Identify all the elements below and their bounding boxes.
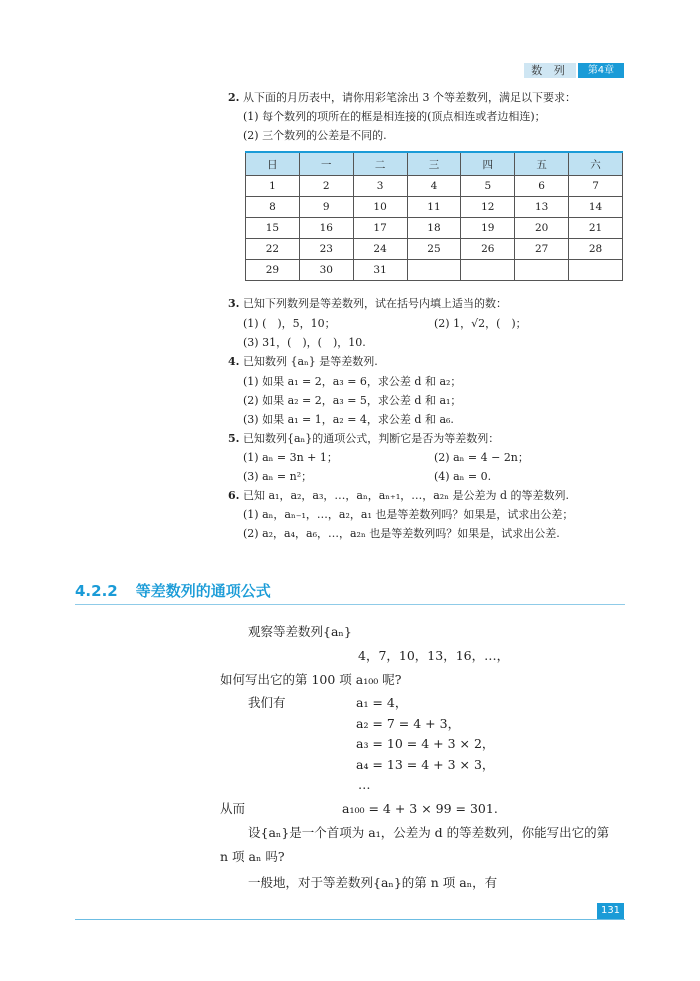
exercise-item: (1) aₙ = 3n + 1； — [243, 451, 338, 464]
exercise-number: 3. — [228, 297, 240, 310]
calendar-cell: 18 — [407, 218, 461, 239]
exercise-number: 4. — [228, 355, 240, 368]
equation: a₄ = 13 = 4 + 3 × 3， — [356, 757, 495, 772]
equation: a₁ = 4， — [356, 695, 408, 710]
exercise-text: 已知 a₁，a₂，a₃，…，aₙ，aₙ₊₁，…，a₂ₙ 是公差为 d 的等差数列. — [242, 489, 569, 502]
calendar-cell — [461, 260, 515, 281]
exercise-6 — [228, 489, 569, 503]
calendar-header: 四 — [461, 152, 515, 176]
exercise-item: (1) aₙ，aₙ₋₁，…，a₂，a₁ 也是等差数列吗？如果是，试求出公差； — [243, 508, 574, 521]
exercise-item: (2) a₂，a₄，a₆，…，a₂ₙ 也是等差数列吗？如果是，试求出公差. — [243, 527, 560, 540]
calendar-cell: 24 — [353, 239, 407, 260]
body-text: 如何写出它的第 100 项 a₁₀₀ 呢? — [220, 672, 402, 687]
calendar-cell: 7 — [569, 176, 623, 197]
exercise-item: (2) 三个数列的公差是不同的. — [243, 129, 387, 142]
exercise-item: (2) 1，√2，( )； — [434, 317, 527, 330]
exercise-item: (3) aₙ = n²； — [243, 470, 313, 483]
exercise-item: (4) aₙ = 0. — [434, 470, 492, 483]
equation: a₁₀₀ = 4 + 3 × 99 = 301. — [342, 801, 498, 816]
exercise-number: 6. — [228, 489, 240, 502]
calendar-cell: 22 — [246, 239, 300, 260]
chapter-title: 数 列 — [524, 63, 576, 78]
sequence: 4，7，10，13，16，…， — [358, 648, 510, 663]
calendar-cell: 10 — [353, 197, 407, 218]
calendar-cell: 13 — [515, 197, 569, 218]
calendar-row — [246, 197, 623, 218]
section-title: 等差数列的通项公式 — [135, 582, 271, 600]
calendar-cell: 28 — [569, 239, 623, 260]
exercise-item: (2) 如果 a₂ = 2，a₃ = 5，求公差 d 和 a₁； — [243, 394, 462, 407]
calendar-cell: 9 — [299, 197, 353, 218]
chapter-label: 第4章 — [578, 63, 624, 78]
exercise-2 — [228, 91, 576, 105]
section-number: 4.2.2 — [75, 582, 118, 600]
calendar-cell: 25 — [407, 239, 461, 260]
calendar-cell: 19 — [461, 218, 515, 239]
equation: a₂ = 7 = 4 + 3， — [356, 716, 461, 731]
calendar-cell: 1 — [246, 176, 300, 197]
calendar-cell — [407, 260, 461, 281]
calendar-table — [245, 151, 623, 281]
calendar-cell: 29 — [246, 260, 300, 281]
exercise-3 — [228, 297, 507, 311]
footer-divider — [75, 919, 625, 920]
body-text: 从而 — [220, 801, 246, 816]
calendar-cell: 21 — [569, 218, 623, 239]
calendar-cell: 4 — [407, 176, 461, 197]
exercise-4 — [228, 355, 378, 369]
calendar-row — [246, 239, 623, 260]
calendar-cell: 11 — [407, 197, 461, 218]
calendar-header: 三 — [407, 152, 461, 176]
calendar-header: 二 — [353, 152, 407, 176]
exercise-item: (2) aₙ = 4 − 2n； — [434, 451, 529, 464]
exercise-5 — [228, 432, 499, 446]
calendar-cell: 23 — [299, 239, 353, 260]
exercise-item: (3) 如果 a₁ = 1，a₂ = 4，求公差 d 和 a₆. — [243, 413, 454, 426]
calendar-cell: 3 — [353, 176, 407, 197]
exercise-item: (3) 31，( )，( )，10. — [243, 336, 366, 349]
exercise-text: 从下面的月历表中，请你用彩笔涂出 3 个等差数列，满足以下要求： — [242, 91, 576, 104]
calendar-cell — [515, 260, 569, 281]
exercise-item: (1) 每个数列的项所在的框是相连接的(顶点相连或者边相连)； — [243, 110, 546, 123]
exercise-number: 5. — [228, 432, 240, 445]
calendar-cell: 12 — [461, 197, 515, 218]
calendar-cell: 17 — [353, 218, 407, 239]
exercise-text: 已知数列 {aₙ} 是等差数列. — [242, 355, 378, 368]
body-text: 一般地，对于等差数列{aₙ}的第 n 项 aₙ，有 — [248, 875, 498, 890]
body-text: 设{aₙ}是一个首项为 a₁，公差为 d 的等差数列，你能写出它的第 — [248, 825, 610, 840]
calendar-cell: 30 — [299, 260, 353, 281]
calendar-cell: 20 — [515, 218, 569, 239]
page-number: 131 — [597, 903, 624, 919]
calendar-cell: 31 — [353, 260, 407, 281]
calendar-cell: 16 — [299, 218, 353, 239]
calendar-cell: 2 — [299, 176, 353, 197]
equation: a₃ = 10 = 4 + 3 × 2， — [356, 736, 495, 751]
exercise-text: 已知数列{aₙ}的通项公式，判断它是否为等差数列： — [242, 432, 500, 445]
equation: … — [358, 777, 371, 792]
section-heading — [75, 580, 271, 601]
calendar-cell: 14 — [569, 197, 623, 218]
exercise-text: 已知下列数列是等差数列，试在括号内填上适当的数： — [242, 297, 507, 310]
exercise-item: (1) 如果 a₁ = 2，a₃ = 6，求公差 d 和 a₂； — [243, 375, 462, 388]
calendar-cell: 27 — [515, 239, 569, 260]
calendar-row — [246, 176, 623, 197]
exercise-number: 2. — [228, 91, 240, 104]
body-text: 观察等差数列{aₙ} — [248, 624, 352, 639]
calendar-header: 日 — [246, 152, 300, 176]
calendar-row — [246, 218, 623, 239]
calendar-cell: 26 — [461, 239, 515, 260]
calendar-cell: 15 — [246, 218, 300, 239]
body-text: n 项 aₙ 吗? — [220, 849, 285, 864]
calendar-cell: 8 — [246, 197, 300, 218]
calendar-header: 一 — [299, 152, 353, 176]
calendar-header: 五 — [515, 152, 569, 176]
calendar-row — [246, 260, 623, 281]
calendar-cell — [569, 260, 623, 281]
section-divider — [75, 604, 625, 605]
calendar-cell: 6 — [515, 176, 569, 197]
exercise-item: (1) ( )，5，10； — [243, 317, 336, 330]
body-text: 我们有 — [248, 695, 286, 710]
calendar-cell: 5 — [461, 176, 515, 197]
calendar-header: 六 — [569, 152, 623, 176]
